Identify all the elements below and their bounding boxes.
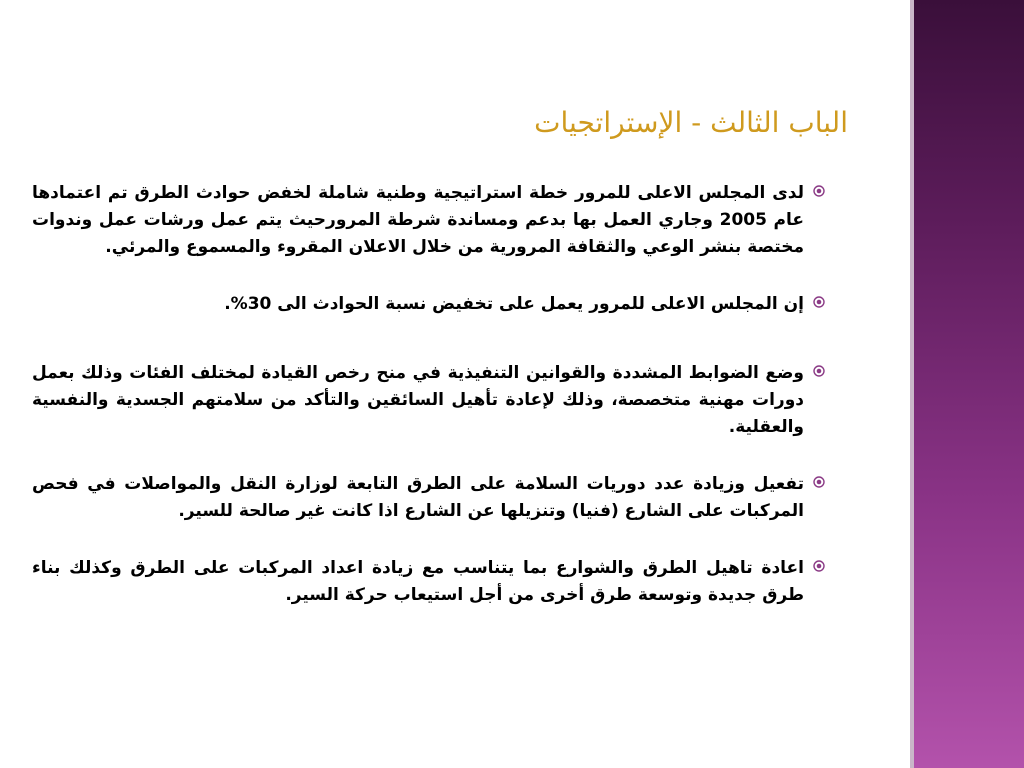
slide-title: الباب الثالث - الإستراتجيات <box>534 106 848 139</box>
list-item-text: إن المجلس الاعلى للمرور يعمل على تخفيض نسبة الحوادث الى 30%. <box>224 294 804 314</box>
circled-dot-icon <box>804 291 834 308</box>
list-item <box>32 180 834 261</box>
list-item-text: اعادة تاهيل الطرق والشوارع بما يتناسب مع زيادة اعداد المركبات على الطرق وكذلك بناء طرق جديدة وتوسعة طرق أخرى من أجل استيعاب حركة السير. <box>32 558 804 605</box>
circled-dot-icon <box>804 555 834 572</box>
list-item <box>32 291 834 318</box>
list-item-text: لدى المجلس الاعلى للمرور خطة استراتيجية وطنية شاملة لخفض حوادث الطرق تم اعتمادها عام 2005 وجاري العمل بها بدعم ومساندة شرطة المرورحيث يتم عمل ورشات عمل وندوات مختصة بنشر الوعي والثقافة المرورية من خلال الاعلان المقروء والمسموع والمرئي. <box>32 183 805 257</box>
circled-dot-icon <box>804 471 834 488</box>
circled-dot-icon <box>804 180 834 197</box>
list-item-text: تفعيل وزيادة عدد دوريات السلامة على الطرق التابعة لوزارة النقل والمواصلات في فحص المركبات على الشارع (فنيا) وتنزيلها عن الشارع اذا كانت غير صالحة للسير. <box>32 474 804 521</box>
circled-dot-icon <box>804 360 834 377</box>
side-decoration-band <box>914 0 1024 768</box>
list-item <box>32 471 834 525</box>
list-item-text: وضع الضوابط المشددة والقوانين التنفيذية في منح رخص القيادة لمختلف الفئات وذلك بعمل دورات مهنية متخصصة، وذلك لإعادة تأهيل السائقين والتأكد من سلامتهم الجسدية والنفسية والعقلية. <box>32 363 804 437</box>
bullet-list <box>32 180 834 639</box>
list-item <box>32 360 834 441</box>
list-item <box>32 555 834 609</box>
